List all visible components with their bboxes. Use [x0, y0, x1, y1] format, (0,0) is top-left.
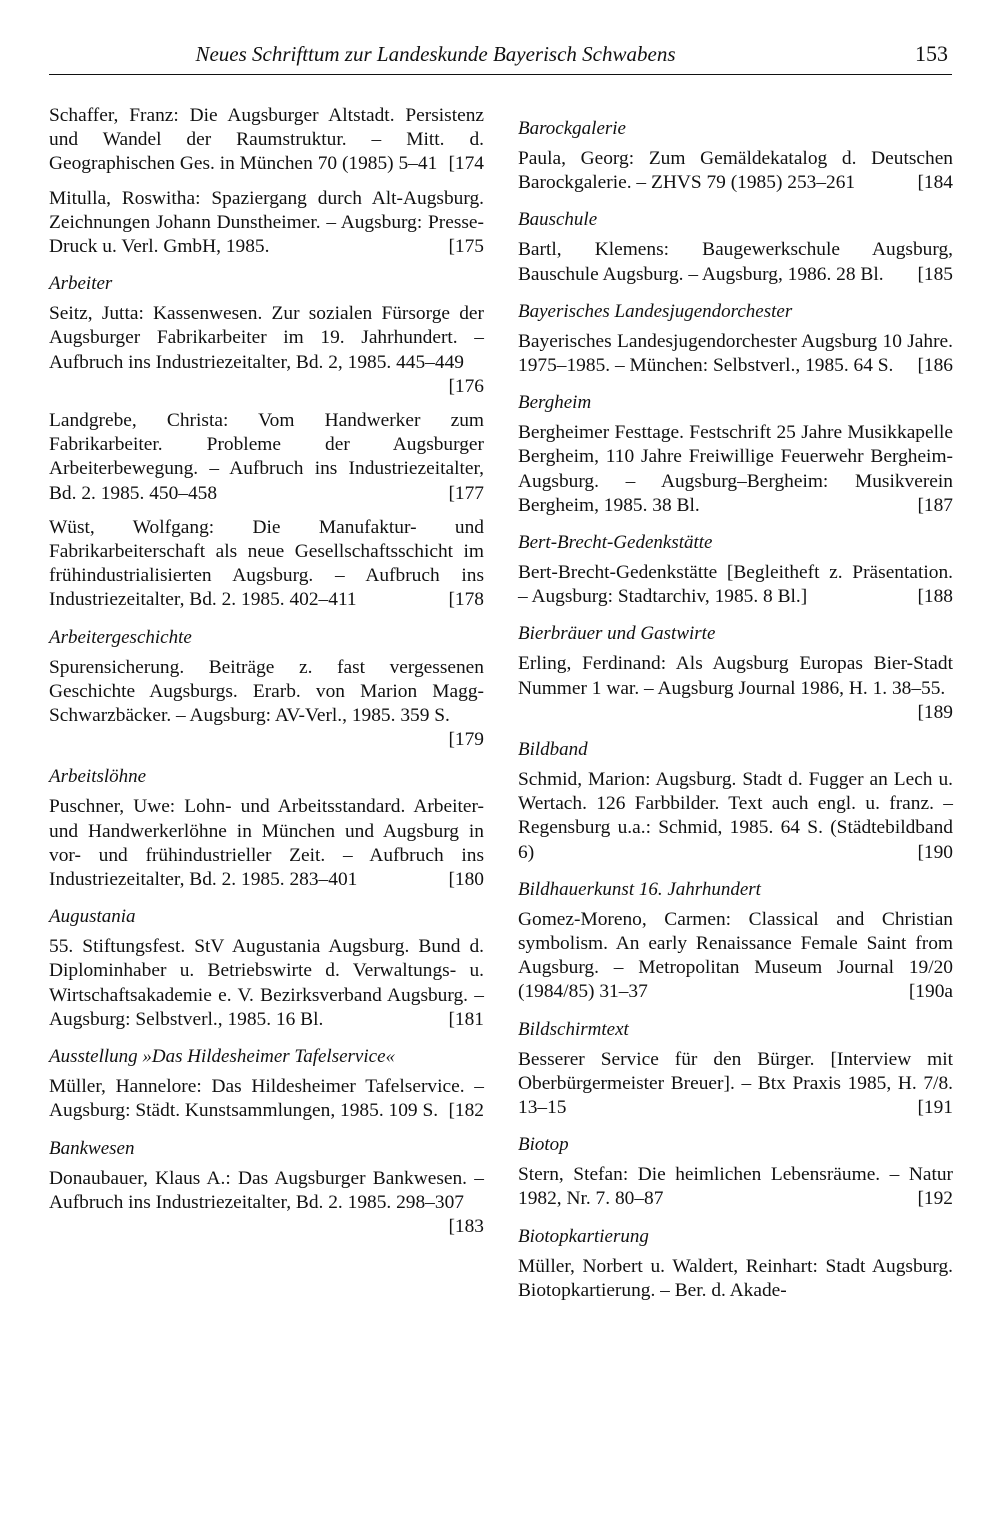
section-heading: Bankwesen [49, 1137, 135, 1159]
bibliography-entry [49, 795, 484, 892]
entry-text: Schmid, Marion: Augsburg. Stadt d. Fugger an Lech u. Wertach. 126 Farbbilder. Text auch engl. u. franz. – Regensburg u.a.: Schmid, 1985. 64 S. (Städtebildband 6) [518, 769, 953, 863]
section-heading: Bildhauerkunst 16. Jahrhundert [518, 878, 761, 900]
entry-text: Spurensicherung. Beiträge z. fast vergessenen Geschichte Augsburgs. Erarb. von Marion Magg-Schwarzbäcker. – Augsburg: AV-Verl., 1985. 359 S. [49, 656, 484, 727]
entry-text: Seitz, Jutta: Kassenwesen. Zur sozialen Fürsorge der Augsburger Fabrikarbeiter im 19. Jahrhundert. – Aufbruch ins Industriezeitalter, Bd. 2, 1985. 445–449 [49, 303, 484, 373]
entry-text: Mitulla, Roswitha: Spaziergang durch Alt-Augsburg. Zeichnungen Johann Dunstheimer. – Augsburg: Presse-Druck u. Verl. GmbH, 1985. [49, 187, 484, 258]
entry-number: [181 [448, 1008, 484, 1030]
left-column [49, 104, 484, 1249]
section-heading: Biotopkartierung [518, 1225, 649, 1247]
entry-number: [183 [448, 1215, 484, 1237]
bibliography-entry [49, 302, 484, 399]
right-column [518, 104, 953, 1313]
bibliography-entry [49, 187, 484, 260]
section-heading: Arbeitslöhne [49, 766, 147, 788]
section-heading: Barockgalerie [518, 118, 626, 139]
entry-number: [176 [448, 375, 484, 397]
entry-text: Erling, Ferdinand: Als Augsburg Europas Bier-Stadt Nummer 1 war. – Augsburg Journal 1986, H. 1. 38–55. [518, 653, 953, 699]
entry-number: [185 [917, 263, 953, 285]
entry-number: [175 [448, 236, 484, 258]
entry-number: [188 [917, 586, 953, 608]
entry-number: [184 [917, 172, 953, 194]
entry-number: [191 [917, 1097, 953, 1119]
bibliography-entry [518, 768, 953, 865]
section-heading: Arbeitergeschichte [49, 626, 192, 648]
entry-text: Schaffer, Franz: Die Augsburger Altstadt. Persistenz und Wandel der Raumstruktur. – Mitt. d. Geographischen Ges. in München 70 (1985) 5–41 [49, 105, 484, 175]
entry-number: [177 [448, 482, 484, 504]
section-heading: Bert-Brecht-Gedenkstätte [518, 532, 713, 554]
entry-text: Puschner, Uwe: Lohn- und Arbeitsstandard. Arbeiter- und Handwerkerlöhne in München und Augsburg in vor- und frühindustrieller Zeit. – Aufbruch ins Industriezeitalter, Bd. 2. 1985. 283–401 [49, 796, 484, 891]
bibliography-entry [49, 104, 484, 177]
entry-text: Donaubauer, Klaus A.: Das Augsburger Bankwesen. – Aufbruch ins Industriezeitalter, Bd. 2. 1985. 298–307 [49, 1167, 484, 1213]
section-heading: Biotop [518, 1134, 569, 1156]
bibliography-entry [49, 935, 484, 1032]
entry-number: [179 [448, 729, 484, 751]
bibliography-entry [518, 1255, 953, 1303]
bibliography-entry [518, 561, 953, 609]
entry-number: [189 [917, 701, 953, 723]
entry-text: Bayerisches Landesjugendorchester Augsburg 10 Jahre. 1975–1985. – München: Selbstverl., 1985. 64 S. [518, 330, 953, 377]
entry-text: Müller, Hannelore: Das Hildesheimer Tafelservice. – Augsburg: Städt. Kunstsammlungen, 1985. 109 S. [49, 1076, 484, 1122]
entry-number: [178 [448, 589, 484, 611]
section-heading: Augustania [49, 906, 136, 928]
entry-number: [180 [448, 869, 484, 891]
page-number: 153 [915, 41, 948, 66]
entry-number: [187 [917, 494, 953, 516]
section-heading: Bauschule [518, 209, 598, 231]
page-header [49, 40, 952, 75]
entry-number: [192 [917, 1188, 953, 1210]
entry-text: Müller, Norbert u. Waldert, Reinhart: Stadt Augsburg. Biotopkartierung. – Ber. d. Akade- [518, 1255, 953, 1301]
entry-number: [182 [448, 1100, 484, 1122]
bibliography-entry [518, 238, 953, 286]
bibliography-entry [518, 652, 953, 725]
section-heading: Ausstellung »Das Hildesheimer Tafelservice« [49, 1046, 396, 1068]
bibliography-entry [518, 330, 953, 378]
entry-number: [174 [448, 153, 484, 175]
entry-text: Besserer Service für den Bürger. [Interview mit Oberbürgermeister Breuer]. – Btx Praxis 1985, H. 7/8. 13–15 [518, 1048, 953, 1119]
entry-text: Stern, Stefan: Die heimlichen Lebensräume. – Natur 1982, Nr. 7. 80–87 [518, 1164, 953, 1210]
entry-text: Gomez-Moreno, Carmen: Classical and Christian symbolism. An early Renaissance Female Saint from Augsburg. – Metropolitan Museum Journal 19/20 (1984/85) 31–37 [518, 908, 953, 1003]
bibliography-entry [49, 409, 484, 506]
bibliography-entry [518, 147, 953, 195]
entry-text: Bartl, Klemens: Baugewerkschule Augsburg, Bauschule Augsburg. – Augsburg, 1986. 28 Bl. [518, 239, 953, 285]
section-heading: Bierbräuer und Gastwirte [518, 623, 716, 645]
bibliography-entry [49, 1167, 484, 1240]
entry-number: [186 [917, 355, 953, 377]
section-heading: Bayerisches Landesjugendorchester [518, 300, 793, 322]
bibliography-entry [49, 516, 484, 613]
bibliography-entry [49, 656, 484, 753]
bibliography-entry [518, 421, 953, 518]
bibliography-entry [518, 1163, 953, 1211]
entry-text: Landgrebe, Christa: Vom Handwerker zum Fabrikarbeiter. Probleme der Augsburger Arbeiterbewegung. – Aufbruch ins Industriezeitalter, Bd. 2. 1985. 450–458 [49, 410, 484, 504]
entry-text: Bergheimer Festtage. Festschrift 25 Jahre Musikkapelle Bergheim, 110 Jahre Freiwillige Feuerwehr Bergheim-Augsburg. – Augsburg–Bergheim: Musikverein Bergheim, 1985. 38 Bl. [518, 422, 953, 516]
entry-text: Wüst, Wolfgang: Die Manufaktur- und Fabrikarbeiterschaft als neue Gesellschaftsschicht im frühindustrialisierten Augsburg. – Aufbruch ins Industriezeitalter, Bd. 2. 1985. 402–411 [49, 516, 484, 611]
section-heading: Bergheim [518, 392, 592, 414]
bibliography-entry [49, 1075, 484, 1123]
entry-number: [190a [908, 981, 953, 1003]
running-title: Neues Schrifttum zur Landeskunde Bayerisch Schwabens [195, 42, 676, 66]
entry-text: 55. Stiftungsfest. StV Augustania Augsburg. Bund d. Diplominhaber u. Betriebswirte d. Verwaltungs- u. Wirtschaftsakademie e. V. Bezirksverband Augsburg. – Augsburg: Selbstverl., 1985. 16 Bl. [49, 936, 484, 1030]
section-heading: Arbeiter [49, 273, 113, 295]
entry-text: Paula, Georg: Zum Gemäldekatalog d. Deutschen Barockgalerie. – ZHVS 79 (1985) 253–261 [518, 148, 953, 194]
entry-text: Bert-Brecht-Gedenkstätte [Begleitheft z. Präsentation. – Augsburg: Stadtarchiv, 1985. 8 Bl.] [518, 562, 953, 608]
bibliography-entry [518, 908, 953, 1005]
bibliography-entry [518, 1048, 953, 1121]
section-heading: Bildschirmtext [518, 1018, 629, 1040]
entry-number: [190 [917, 841, 953, 863]
section-heading: Bildband [518, 739, 588, 761]
